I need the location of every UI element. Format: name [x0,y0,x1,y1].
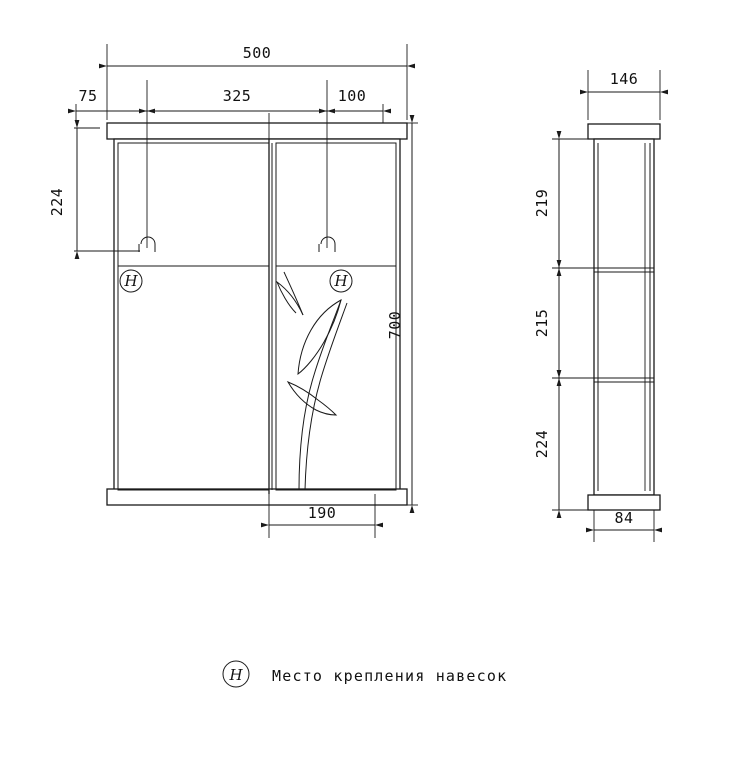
dim-top-section-label: 219 [533,188,551,218]
mount-mark-right-letter: Н [334,272,348,290]
dim-right-span-label: 100 [337,87,367,105]
dim-overall-depth [588,70,660,120]
dim-base-depth [594,509,654,542]
side-top-cornice [588,124,660,139]
legend-caption: Место крепления навесок [272,667,508,685]
legend [223,661,507,687]
dim-overall-depth-label: 146 [609,70,639,88]
front-cabinet-body [114,139,400,494]
side-view [533,70,660,542]
dim-base-depth-label: 84 [614,509,634,527]
dim-left-offset-label: 75 [78,87,98,105]
dim-overall-width-label: 500 [242,44,272,62]
side-bottom-cornice [588,495,660,510]
front-bottom-cornice [107,489,407,505]
dim-chain-top [76,87,383,123]
dim-middle-section-label: 215 [533,308,551,338]
dim-overall-height-label: 700 [386,310,404,340]
dim-bottom-section-label: 224 [533,429,551,459]
dim-overall-width [107,44,407,66]
dim-mount-height-label: 224 [48,187,66,217]
front-view [48,44,418,538]
mount-mark-left-letter: Н [124,272,138,290]
legend-symbol-letter: Н [229,666,243,684]
dim-door-width-label: 190 [307,504,337,522]
dim-side-chain [533,139,594,510]
dim-middle-span-label: 325 [222,87,252,105]
front-top-cornice [107,123,407,139]
